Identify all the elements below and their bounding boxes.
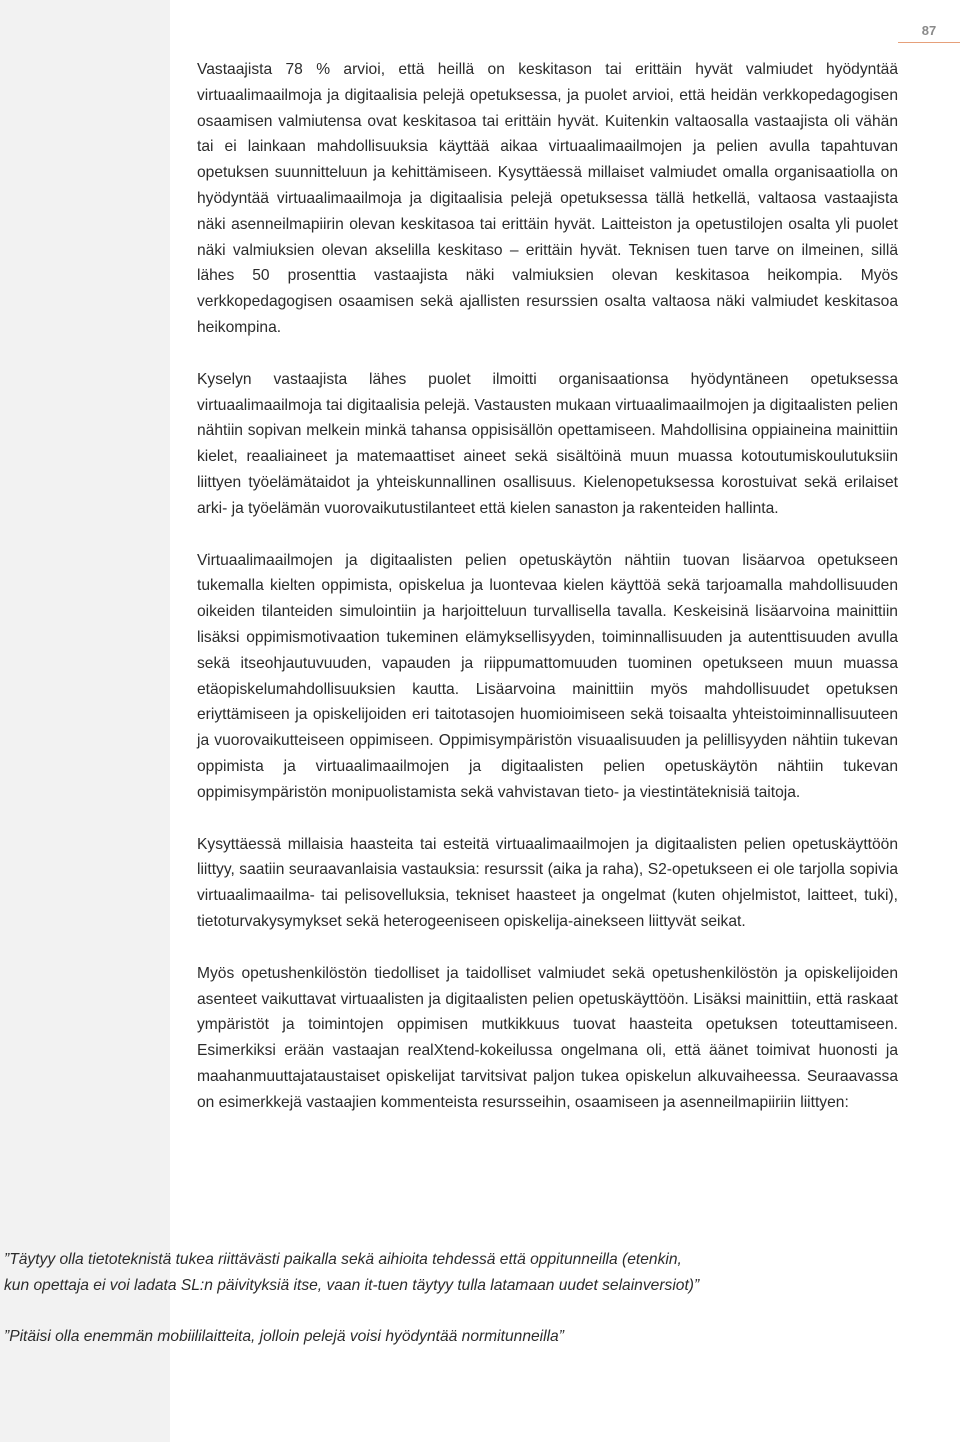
paragraph: Virtuaalimaailmojen ja digitaalisten pelien opetuskäytön nähtiin tuovan lisäarvoa opetukseen tukemalla kielten oppimista, opiskelua ja luontevaa kielen käyttöä sekä tarjoamalla mahdollisuuden oikeiden tilanteiden simulointiin ja harjoitteluun turvallisella tavalla. Keskeisinä lisäarvoina mainittiin lisäksi oppimismotivaation tukeminen elämyksellisyyden, toiminnallisuuden ja autenttisuuden avulla sekä itseohjautuvuuden, vapauden ja riippumattomuuden tuominen opetukseen muun muassa etäopiskelumahdollisuuksien kautta. Lisäarvoina mainittiin myös mahdollisuudet opetuksen eriyttämiseen ja opiskelijoiden eri taitotasojen huomioimiseen sekä toisaalta yhteistoiminnallisuuteen ja vuorovaikutteiseen oppimiseen. Oppimisympäristön visuaalisuuden ja pelillisyyden nähtiin tukevan oppimista ja virtuaalimaailmojen ja digitaalisten pelien opetuskäytön nähtiin tukevan oppimisympäristön monipuolistamista sekä vahvistavan tieto- ja viestintäteknisiä taitoja. (197, 551, 898, 801)
quote: ”Pitäisi olla enemmän mobiililaitteita, jolloin pelejä voisi hyödyntää normitunneilla” (4, 1327, 564, 1345)
quotes-block (4, 1247, 704, 1374)
paragraph: Vastaajista 78 % arvioi, että heillä on keskitason tai erittäin hyvät valmiudet hyödyntää virtuaalimaailmoja ja digitaalisia pelejä opetuksessa, ja puolet arvioi, että heidän verkkopedagogisen osaamisen valmiutensa ovat keskitasoa tai erittäin hyvät. Kuitenkin valtaosalla vastaajista oli vähän tai ei lainkaan mahdollisuuksia käyttää aikaa virtuaalimaailmojen ja pelien avulla tapahtuvan opetuksen suunnitteluun ja kehittämiseen. Kysyttäessä millaiset valmiudet omalla organisaatiolla on hyödyntää virtuaalimaailmoja ja digitaalisia pelejä opetuksessa tällä hetkellä, valtaosa vastaajista näki asenneilmapiirin olevan keskitasoa tai erittäin hyvät. Laitteiston ja opetustilojen osalta yli puolet näki valmiuksien olevan akselilla keskitaso – erittäin hyvät. Teknisen tuen tarve on ilmeinen, sillä lähes 50 prosenttia vastaajista näki valmiuksien olevan keskitasoa heikompia. Myös verkkopedagogisen osaamisen sekä ajallisten resurssien osalta valtaosa näki valmiudet keskitasoa heikompina. (197, 61, 898, 336)
paragraph: Myös opetushenkilöstön tiedolliset ja taidolliset valmiudet sekä opetushenkilöstön ja opiskelijoiden asenteet vaikuttavat virtuaalisten ja digitaalisten pelien opetuskäyttöön. Lisäksi mainittiin, että raskaat ympäristöt ja toimintojen oppimisen mutkikkuus tuovat haasteita opetuksen toteuttamiseen. Esimerkiksi erään vastaajan realXtend-kokeilussa ongelmana oli, että äänet toimivat huonosti ja maahanmuuttajataustaiset opiskelijat tarvitsivat paljon tukea opiskelun alkuvaiheessa. Seuraavassa on esimerkkejä vastaajien kommenteista resursseihin, osaamiseen ja asenneilmapiiriin liittyen: (197, 964, 898, 1111)
paragraph: Kysyttäessä millaisia haasteita tai esteitä virtuaalimaailmojen ja digitaalisten pelien opetuskäyttöön liittyy, saatiin seuraavanlaisia vastauksia: resurssit (aika ja raha), S2-opetukseen ei ole tarjolla sopivia virtuaalimaailma- tai pelisovelluksia, tekniset haasteet ja ongelmat (kuten ohjelmistot, laitteet, tuki), tietoturvakysymykset sekä heterogeeniseen opiskelija-ainekseen liittyvät seikat. (197, 835, 898, 930)
page-number: 87 (898, 20, 960, 43)
body-text (197, 57, 898, 1141)
left-margin-band (0, 0, 170, 1442)
quote: ”Täytyy olla tietoteknistä tukea riittävästi paikalla sekä aihioita tehdessä että oppitunneilla (etenkin, kun opettaja ei voi ladata SL:n päivityksiä itse, vaan it-tuen täytyy tulla latamaan uudet selainversiot)” (4, 1251, 700, 1294)
paragraph: Kyselyn vastaajista lähes puolet ilmoitti organisaationsa hyödyntäneen opetuksessa virtuaalimaailmoja tai digitaalisia pelejä. Vastausten mukaan virtuaalimaailmojen ja digitaalisten pelien nähtiin sopivan melkein minkä tahansa oppisisällön opettamiseen. Mahdollisina oppiaineina mainittiin kielet, reaaliaineet ja matemaattiset aineet sekä sisältöinä muun muassa kotoutumiskoulutuksiin liittyen työelämätaidot ja yhteiskunnallinen osallisuus. Kielenopetuksessa korostuivat sekä erilaiset arki- ja työelämän vuorovaikutustilanteet että kielen sanaston ja rakenteiden hallinta. (197, 370, 898, 517)
